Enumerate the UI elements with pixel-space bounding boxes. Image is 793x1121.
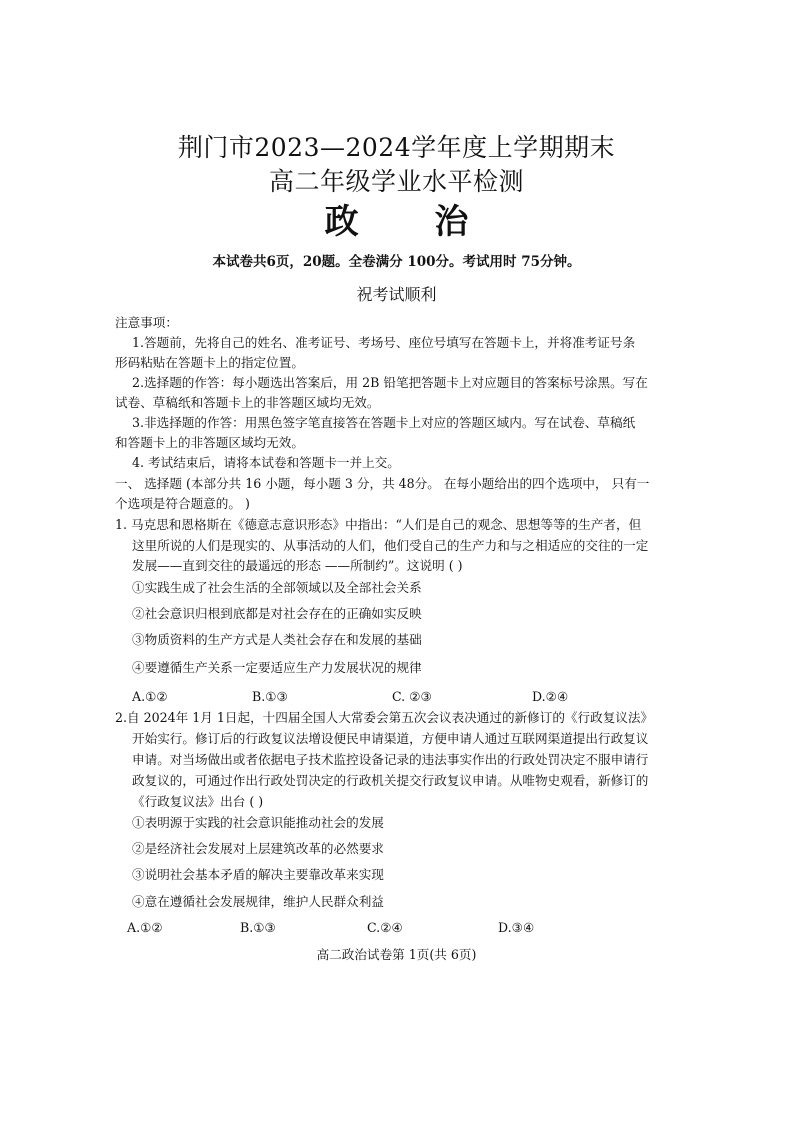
section-1-line2: 个选项是符合题意的。 ) [115,496,250,511]
q1-statement-4: ④要遵循生产关系一定要适应生产力发展状况的规律 [132,660,422,675]
q1-statement-1: ①实践生成了社会生活的全部领域以及全部社会关系 [132,580,422,595]
note-3-line1: 3.非选择题的作答：用黑色签字笔直接答在答题卡上对应的答题区域内。写在试卷、草稿纸 [132,415,636,430]
q2-statement-2: ②是经济社会发展对上层建筑改革的必然要求 [132,841,384,856]
section-1-line1: 一、 选择题 (本部分共 16 小题，每小题 3 分，共 48分。 在每小题给出的四个选项中， 只有一 [115,476,650,491]
exam-wish: 祝考试顺利 [356,285,437,304]
q2-option-c: C.②④ [367,920,403,935]
q2-option-a: A.①② [127,920,163,935]
note-4: 4. 考试结束后，请将本试卷和答题卡一并上交。 [132,455,400,470]
q1-option-d: D.②④ [532,689,569,704]
q2-stem-line4: 政复议的，可通过作出行政处罚决定的行政机关提交行政复议申请。从唯物史观看，新修订的 [132,773,649,788]
q1-stem-line1: 1. 马克思和恩格斯在《德意志意识形态》中指出：“人们是自己的观念、思想等等的生产者，但 [115,517,642,532]
exam-title-line1: 荆门市2023—2024学年度上学期期末 [177,133,616,162]
note-2-line2: 试卷、草稿纸和答题卡上的非答题区域均无效。 [115,395,380,410]
q2-stem-line2: 开始实行。修订后的行政复议法增设便民申请渠道，方便申请人通过互联网渠道提出行政复议 [132,731,649,746]
exam-info: 本试卷共6页，20题。全卷满分 100分。考试用时 75分钟。 [212,254,581,270]
note-1-line2: 形码粘贴在答题卡上的指定位置。 [115,355,304,370]
q1-stem-line3: 发展——直到交往的最遥远的形态 ——所制约”。这说明 ( ) [132,558,463,573]
note-2-line1: 2.选择题的作答：每小题选出答案后，用 2B 铅笔把答题卡上对应题目的答案标号涂黑。写在 [132,375,648,390]
q2-option-b: B.①③ [240,920,276,935]
q2-stem-line1: 2.自 2024年 1月 1日起，十四届全国人大常委会第五次会议表决通过的新修订的《行政复议法》 [115,710,654,725]
notes-heading: 注意事项： [115,315,178,330]
q2-option-d: D.③④ [498,920,535,935]
q2-stem-line5: 《行政复议法》出台 ( ) [132,794,264,809]
subject-title: 政 治 [324,202,501,242]
q1-option-a: A.①② [132,689,168,704]
q2-statement-1: ①表明源于实践的社会意识能推动社会的发展 [132,815,384,830]
exam-title-line2: 高二年级学业水平检测 [268,167,524,196]
q2-statement-4: ④意在遵循社会发展规律，维护人民群众利益 [132,894,384,909]
q1-option-c: C. ②③ [392,689,432,704]
page-footer: 高二政治试卷第 1页(共 6页) [316,947,477,962]
q1-statement-3: ③物质资料的生产方式是人类社会存在和发展的基础 [132,632,422,647]
q1-option-b: B.①③ [252,689,288,704]
q1-stem-line2: 这里所说的人们是现实的、从事活动的人们，他们受自己的生产力和与之相适应的交往的一定 [132,538,649,553]
note-3-line2: 和答题卡上的非答题区域均无效。 [115,435,304,450]
q2-stem-line3: 申请。对当场做出或者依据电子技术监控设备记录的违法事实作出的行政处罚决定不服申请行 [132,752,649,767]
q2-statement-3: ③说明社会基本矛盾的解决主要靠改革来实现 [132,867,384,882]
q1-statement-2: ②社会意识归根到底都是对社会存在的正确如实反映 [132,606,422,621]
note-1-line1: 1.答题前，先将自己的姓名、准考证号、考场号、座位号填写在答题卡上，并将准考证号条 [132,335,636,350]
